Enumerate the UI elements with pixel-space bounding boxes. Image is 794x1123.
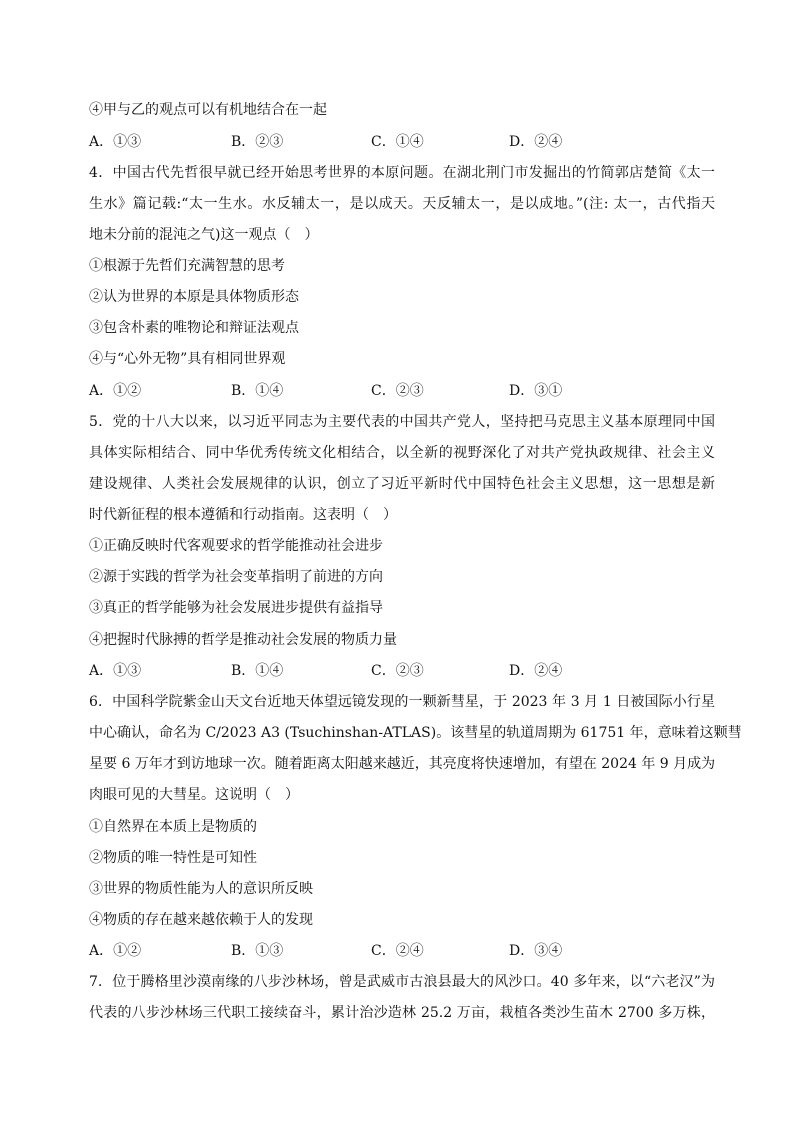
q5-stem-line-4: 时代新征程的根本遵循和行动指南。这表明（ ） (89, 507, 397, 523)
q4-option-b: B．①④ (231, 383, 284, 399)
q4-stem-line-2: 生水》篇记载:“太一生水。水反辅太一，是以成天。天反辅太一，是以成地。”(注: 太一，古代指天 (89, 196, 715, 212)
q6-option-b: B．①③ (231, 943, 284, 959)
q5-statement-4: ④把握时代脉搏的哲学是推动社会发展的物质力量 (89, 632, 397, 648)
q5-option-b: B．①④ (231, 663, 284, 679)
q5-statement-1: ①正确反映时代客观要求的哲学能推动社会进步 (89, 538, 383, 554)
q6-option-c: C．②④ (371, 943, 424, 959)
q6-stem-line-2: 中心确认，命名为 C/2023 A3 (Tsuchinshan-ATLAS)。该彗星的轨道周期为 61751 年，意味着这颗彗 (89, 725, 742, 741)
q5-option-d: D．②④ (509, 663, 563, 679)
q4-option-d: D．③① (509, 383, 563, 399)
q4-option-c: C．②③ (371, 383, 424, 399)
q4-options (89, 382, 715, 400)
q4-statement-3: ③包含朴素的唯物论和辩证法观点 (89, 320, 299, 336)
q5-stem-line-2: 具体实际相结合、同中华优秀传统文化相结合，以全新的视野深化了对共产党执政规律、社会主义 (89, 445, 715, 461)
q6-statement-1: ①自然界在本质上是物质的 (89, 819, 257, 835)
q5-option-c: C．②③ (371, 663, 424, 679)
q6-stem-line-4: 肉眼可见的大彗星。这说明（ ） (89, 787, 299, 803)
q5-option-a: A．①③ (89, 663, 142, 679)
q5-stem-line-1: 5．党的十八大以来，以习近平同志为主要代表的中国共产党人，坚持把马克思主义基本原理同中国 (89, 414, 715, 430)
q5-stem-line-3: 建设规律、人类社会发展规律的认识，创立了习近平新时代中国特色社会主义思想，这一思想是新 (89, 476, 715, 492)
q3-option-b: B．②③ (231, 134, 284, 150)
q4-stem-line-3: 地未分前的混沌之气)这一观点（ ） (89, 227, 319, 243)
q6-stem-line-1: 6．中国科学院紫金山天文台近地天体望远镜发现的一颗新彗星，于 2023 年 3 月 1 日被国际小行星 (89, 694, 715, 710)
q7-stem-line-2: 代表的八步沙林场三代职工接续奋斗，累计治沙造林 25.2 万亩，栽植各类沙生苗木 2700 多万株， (89, 1005, 715, 1021)
q6-option-a: A．①② (89, 943, 142, 959)
q5-statement-3: ③真正的哲学能够为社会发展进步提供有益指导 (89, 600, 383, 616)
q3-statement-4: ④甲与乙的观点可以有机地结合在一起 (89, 102, 327, 118)
q6-statement-2: ②物质的唯一特性是可知性 (89, 850, 257, 866)
q4-statement-1: ①根源于先哲们充满智慧的思考 (89, 258, 285, 274)
q6-statement-3: ③世界的物质性能为人的意识所反映 (89, 881, 313, 897)
q4-statement-2: ②认为世界的本原是具体物质形态 (89, 289, 299, 305)
q4-stem-line-1: 4．中国古代先哲很早就已经开始思考世界的本原问题。在湖北荆门市发掘出的竹简郭店楚简《太一 (89, 165, 715, 181)
q3-option-c: C．①④ (371, 134, 424, 150)
q3-option-a: A．①③ (89, 134, 142, 150)
q6-statement-4: ④物质的存在越来越依赖于人的发现 (89, 912, 313, 928)
q4-statement-4: ④与“心外无物”具有相同世界观 (89, 351, 286, 367)
q5-statement-2: ②源于实践的哲学为社会变革指明了前进的方向 (89, 569, 383, 585)
q6-options (89, 942, 715, 960)
q3-option-d: D．②④ (509, 134, 563, 150)
q3-options (89, 133, 715, 151)
q4-option-a: A．①② (89, 383, 142, 399)
q7-stem-line-1: 7．位于腾格里沙漠南缘的八步沙林场，曾是武威市古浪县最大的风沙口。40 多年来，以“六老汉”为 (89, 974, 715, 990)
q6-stem-line-3: 星要 6 万年才到访地球一次。随着距离太阳越来越近，其亮度将快速增加，有望在 2024 年 9 月成为 (89, 756, 716, 772)
q5-options (89, 662, 715, 680)
q6-option-d: D．③④ (509, 943, 563, 959)
